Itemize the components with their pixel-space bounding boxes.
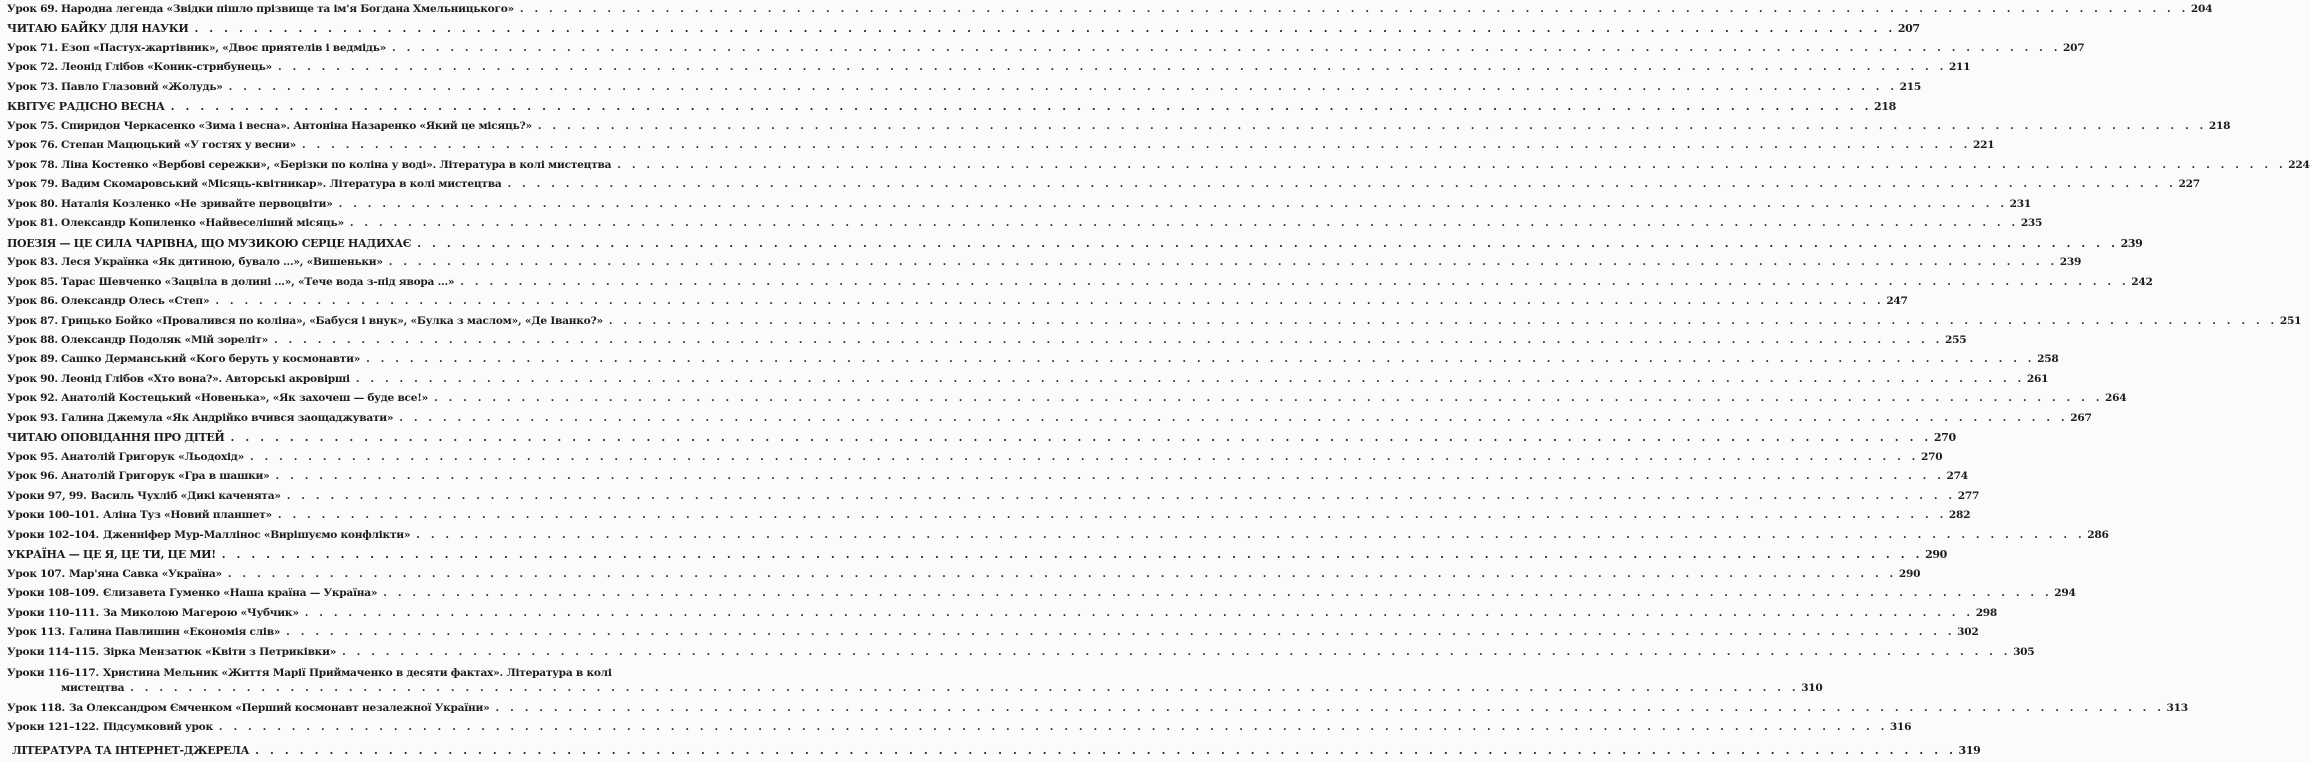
lesson-number: Уроки 116–117. [7,667,99,679]
dot-leader [274,331,1943,350]
lesson-title: Вадим Скомаровський «Місяць-квітникар». Література в колі мистецтва [61,178,502,190]
lesson-title: Галина Павлишин «Економія слів» [68,626,281,638]
lesson-number: Уроки 108–109. [7,587,99,599]
lesson-title: Анатолій Костецький «Новенька», «Як захочеш — буде все!» [61,392,429,404]
page-number: 282 [1948,509,1971,521]
lesson-title: Анатолій Григорук «Гра в шашки» [61,470,270,482]
page-number: 270 [1933,431,1956,444]
toc-section[interactable] [7,234,2143,253]
lesson-title: Аліна Туз «Новий планшет» [102,509,272,521]
lesson-title-continuation: мистецтва [61,682,125,694]
dot-leader [520,0,2189,19]
toc-entry[interactable] [7,448,1943,467]
page-number: 215 [1899,81,1922,93]
lesson-number: Урок 80. [7,198,58,210]
lesson-title: Леонід Глібов «Хто вона?». Авторські акровірші [61,373,350,385]
dot-leader [130,679,1799,698]
toc-entry[interactable] [7,253,2082,272]
lesson-number: Урок 86. [7,295,58,307]
toc-entry[interactable] [7,643,2035,662]
lesson-title: Галина Джемула «Як Андрійко вчився заощаджувати» [61,412,394,424]
page-number: 261 [2026,373,2049,385]
dot-leader [229,78,1898,97]
lesson-title: Олександр Копиленко «Найвеселіший місяць» [61,217,344,229]
toc-entry[interactable] [7,156,2310,175]
dot-leader [350,214,2019,233]
dot-leader [417,234,2118,253]
toc-entry[interactable] [7,117,2231,136]
page-number: 290 [1898,568,1921,580]
lesson-title: Леся Українка «Як дитиною, бувало ...», «Вишеньки» [61,256,383,268]
lesson-title: Народна легенда «Звідки пішло прізвище та ім'я Богдана Хмельницького» [61,3,514,15]
lesson-number: Уроки 114–115. [7,646,99,658]
lesson-title: Наталія Козленко «Не зривайте первоцвіти» [61,198,333,210]
lesson-number: Урок 69. [7,3,58,15]
page-number: 204 [2190,3,2213,15]
lesson-number: Урок 113. [7,626,65,638]
lesson-number: Урок 79. [7,178,58,190]
page-number: 227 [2178,178,2200,190]
page-number: 290 [1925,548,1947,561]
dot-leader [250,448,1919,467]
page-number: 239 [2120,237,2143,250]
toc-section[interactable] [7,545,1947,564]
section-title: ПОЕЗІЯ — ЦЕ СИЛА ЧАРІВНА, ЩО МУЗИКОЮ СЕРЦЕ НАДИХАЄ [7,237,412,250]
page-number: 251 [2279,315,2302,327]
dot-leader [194,19,1895,38]
dot-leader [215,292,1884,311]
toc-entry[interactable] [7,292,1908,311]
dot-leader [392,39,2061,58]
dot-leader [383,584,2052,603]
lesson-number: Урок 90. [7,373,58,385]
lesson-number: Уроки 100–101. [7,509,99,521]
dot-leader [219,718,1888,737]
toc-entry[interactable] [7,0,2213,19]
toc-entry[interactable] [7,175,2200,194]
section-title: УКРАЇНА — ЦЕ Я, ЦЕ ТИ, ЦЕ МИ! [7,548,216,561]
toc-entry[interactable] [7,718,1912,737]
toc-entry[interactable] [7,273,2153,292]
toc-entry[interactable] [7,58,1971,77]
toc-section[interactable] [7,428,1956,447]
section-title: ЧИТАЮ ОПОВІДАННЯ ПРО ДІТЕЙ [7,431,225,444]
lesson-title: Мар'яна Савка «Україна» [68,568,222,580]
dot-leader [278,506,1947,525]
toc-entry[interactable] [7,604,1998,623]
page-number: 267 [2070,412,2092,424]
page-number: 302 [1957,626,1979,638]
lesson-title: Анатолій Григорук «Льодохід» [61,451,244,463]
page-number: 239 [2059,256,2082,268]
toc-entry[interactable] [7,78,1922,97]
lesson-title: Олександр Подоляк «Мій зореліт» [61,334,268,346]
toc-entry[interactable] [7,370,2049,389]
dot-leader [171,97,1872,116]
page-number: 298 [1975,607,1998,619]
toc-entry[interactable] [7,584,2076,603]
page-number: 221 [1972,139,1995,151]
lesson-number: Урок 96. [7,470,58,482]
page-number: 316 [1889,721,1912,733]
lesson-number: Урок 83. [7,256,58,268]
lesson-title: Сашко Дерманський «Кого беруть у космонавти» [61,353,361,365]
lesson-title: Спиридон Черкасенко «Зима і весна». Антоніна Назаренко «Який це місяць?» [61,120,532,132]
page-number: 270 [1920,451,1943,463]
toc-entry[interactable] [7,565,1921,584]
toc-entry[interactable] [7,136,1995,155]
page-number: 255 [1944,334,1967,346]
dot-leader [538,117,2207,136]
lesson-number: Урок 89. [7,353,58,365]
page-number: 218 [2208,120,2231,132]
lesson-number: Урок 75. [7,120,58,132]
page-number: 310 [1801,682,1823,694]
section-title: ЛІТЕРАТУРА ТА ІНТЕРНЕТ-ДЖЕРЕЛА [12,744,250,757]
dot-leader [278,58,1947,77]
dot-leader [389,253,2058,272]
page-number: 218 [1874,100,1896,113]
page-number: 211 [1948,61,1971,73]
dot-leader [228,565,1897,584]
page-number: 274 [1946,470,1968,482]
lesson-number: Урок 73. [7,81,58,93]
section-title: ЧИТАЮ БАЙКУ ДЛЯ НАУКИ [7,22,189,35]
page-number: 258 [2037,353,2059,365]
toc-entry[interactable] [7,214,2043,233]
page-number: 224 [2288,159,2310,171]
toc-entry[interactable] [7,526,2109,545]
toc-entry[interactable] [7,409,2092,428]
toc-entry[interactable] [7,467,1968,486]
dot-leader [617,156,2286,175]
lesson-number: Уроки 102–104. [7,529,99,541]
dot-leader [507,175,2176,194]
lesson-title: Олександр Олесь «Степ» [61,295,210,307]
lesson-title: Єлизавета Гуменко «Наша країна — Україна» [102,587,378,599]
page-number: 264 [2105,392,2127,404]
page-number: 319 [1958,744,1981,757]
toc-entry[interactable] [7,623,1979,642]
lesson-number: Урок 93. [7,412,58,424]
lesson-number: Урок 118. [7,702,65,714]
dot-leader [222,545,1923,564]
toc-entry[interactable] [7,487,1980,506]
lesson-number: Урок 85. [7,276,58,288]
page-number: 231 [2009,198,2032,210]
dot-leader [276,467,1945,486]
lesson-number: Урок 92. [7,392,58,404]
page-number: 247 [1886,295,1908,307]
dot-leader [305,604,1974,623]
page-number: 207 [1897,22,1920,35]
toc-entry[interactable] [7,331,1967,350]
lesson-title: Підсумковий урок [102,721,213,733]
page-number: 286 [2087,529,2109,541]
toc-entry[interactable] [7,699,2188,718]
page-number: 242 [2131,276,2153,288]
lesson-title: Христина Мельник «Життя Марії Приймаченко в десяти фактах». Література в колі [102,667,612,679]
dot-leader [399,409,2068,428]
lesson-title: Зірка Мензатюк «Квіти з Петриківки» [102,646,337,658]
dot-leader [416,526,2085,545]
lesson-number: Урок 88. [7,334,58,346]
entry-continuation-line [7,679,1823,698]
dot-leader [609,312,2278,331]
lesson-title: За Миколою Магерою «Чубчик» [102,607,299,619]
toc-section[interactable] [7,19,1920,38]
dot-leader [286,623,1955,642]
dot-leader [342,643,2011,662]
dot-leader [230,428,1931,447]
lesson-number: Уроки 121–122. [7,721,99,733]
lesson-title: Езоп «Пастух-жартівник», «Двоє приятелів і ведмідь» [61,42,387,54]
toc-entry[interactable] [7,39,2085,58]
toc-entry[interactable] [7,350,2059,369]
lesson-title: Дженніфер Мур-Маллінос «Вирішуємо конфлікти» [102,529,411,541]
page-number: 313 [2166,702,2188,714]
lesson-title: Грицько Бойко «Провалився по коліна», «Бабуся і внук», «Булка з маслом», «Де Іванко?» [61,315,603,327]
lesson-number: Урок 76. [7,139,58,151]
lesson-number: Уроки 110–111. [7,607,99,619]
toc-entry[interactable] [7,506,1971,525]
lesson-title: Павло Глазовий «Жолудь» [61,81,223,93]
page-number: 294 [2054,587,2076,599]
dot-leader [460,273,2129,292]
lesson-number: Уроки 97, 99. [7,490,87,502]
toc-entry[interactable] [7,389,2127,408]
lesson-title: Леонід Глібов «Коник-стрибунець» [61,61,272,73]
toc-section[interactable] [12,741,1981,760]
lesson-title: Василь Чухліб «Дикі каченята» [90,490,281,502]
lesson-number: Урок 81. [7,217,58,229]
page-number: 235 [2020,217,2043,229]
lesson-number: Урок 87. [7,315,58,327]
page-number: 305 [2013,646,2035,658]
dot-leader [302,136,1971,155]
lesson-title: Ліна Костенко «Вербові сережки», «Берізки по коліна у воді». Література в колі мистецтва [61,159,612,171]
lesson-number: Урок 78. [7,159,58,171]
lesson-title: За Олександром Ємченком «Перший космонавт незалежної України» [68,702,490,714]
lesson-number: Урок 95. [7,451,58,463]
dot-leader [496,699,2165,718]
dot-leader [339,195,2008,214]
toc-entry[interactable] [7,664,1823,700]
section-title: КВІТУЄ РАДІСНО ВЕСНА [7,100,165,113]
dot-leader [366,350,2035,369]
toc-entry[interactable] [7,195,2032,214]
lesson-number: Урок 71. [7,42,58,54]
dot-leader [255,741,1956,760]
lesson-title: Тарас Шевченко «Зацвіла в долині ...», «Тече вода з-під явора ...» [61,276,455,288]
lesson-number: Урок 72. [7,61,58,73]
dot-leader [287,487,1956,506]
dot-leader [356,370,2025,389]
page-number: 207 [2063,42,2085,54]
toc-entry[interactable] [7,312,2302,331]
page-number: 277 [1957,490,1980,502]
toc-section[interactable] [7,97,1896,116]
lesson-number: Урок 107. [7,568,65,580]
lesson-title: Степан Мацюцький «У гостях у весни» [61,139,296,151]
dot-leader [434,389,2103,408]
